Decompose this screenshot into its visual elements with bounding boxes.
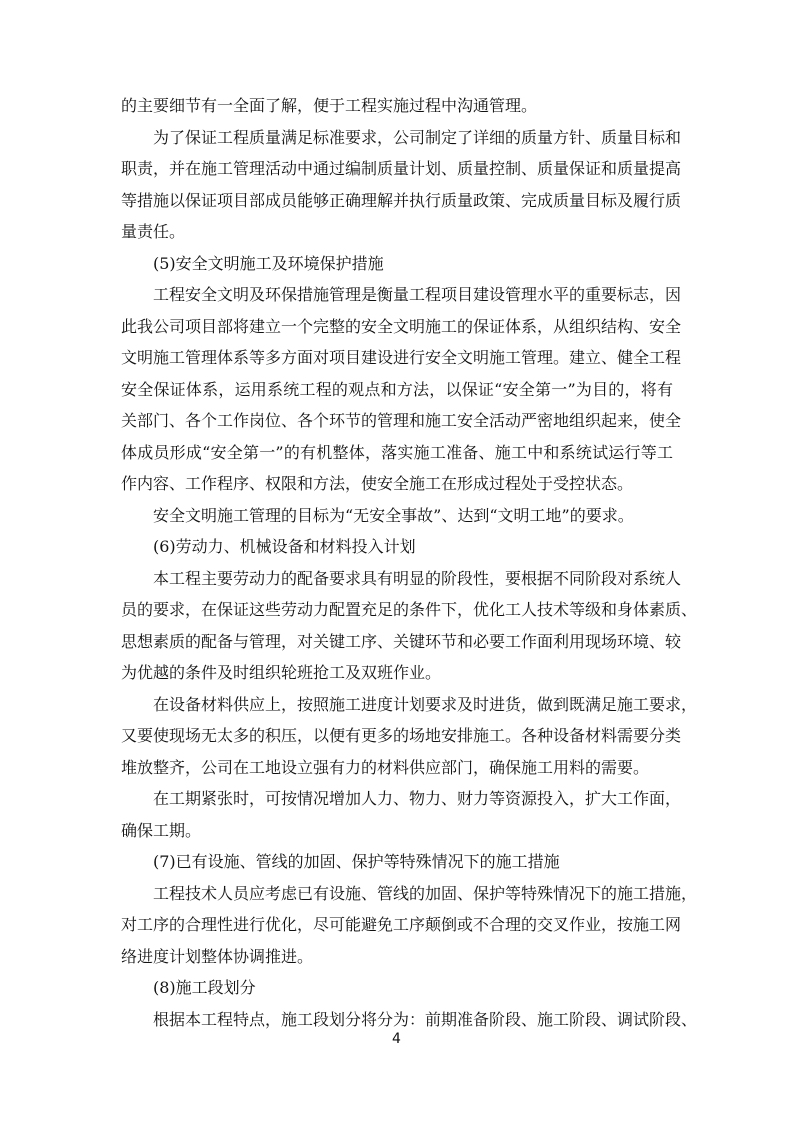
body-text-line: 本工程主要劳动力的配备要求具有明显的阶段性，要根据不同阶段对系统人 [153, 569, 682, 588]
body-text-line: 文明施工管理体系等多方面对项目建设进行安全文明施工管理。建立、健全工程 [121, 348, 682, 367]
body-text-line: 在设备材料供应上，按照施工进度计划要求及时进货，做到既满足施工要求， [153, 695, 698, 714]
body-text-line: 思想素质的配备与管理，对关键工序、关键环节和必要工作面利用现场环境、较 [121, 632, 682, 651]
body-text-line: 工程技术人员应考虑已有设施、管线的加固、保护等特殊情况下的施工措施， [153, 884, 698, 903]
body-text-line: 络进度计划整体协调推进。 [121, 947, 314, 966]
section-heading: (8)施工段划分 [153, 978, 256, 997]
section-heading: (7)已有设施、管线的加固、保护等特殊情况下的施工措施 [153, 852, 560, 871]
body-text-line: 又要使现场无太多的积压，以便有更多的场地安排施工。各种设备材料需要分类 [121, 726, 682, 745]
body-text-line: 工程安全文明及环保措施管理是衡量工程项目建设管理水平的重要标志，因 [153, 285, 682, 304]
body-text-line: 确保工期。 [121, 821, 202, 840]
section-heading: (5)安全文明施工及环境保护措施 [153, 254, 384, 273]
body-text-line: 为优越的条件及时组织轮班抢工及双班作业。 [121, 663, 442, 682]
body-text-line: 的主要细节有一全面了解，便于工程实施过程中沟通管理。 [121, 96, 538, 115]
body-text-line: 关部门、各个工作岗位、各个环节的管理和施工安全活动严密地组织起来，使全 [121, 411, 682, 430]
body-text-line: 员的要求，在保证这些劳动力配置充足的条件下，优化工人技术等级和身体素质、 [121, 600, 698, 619]
body-text-line: 体成员形成“安全第一”的有机整体，落实施工准备、施工中和系统试运行等工 [121, 443, 673, 462]
page-number: 4 [392, 1031, 401, 1047]
body-text-line: 等措施以保证项目部成员能够正确理解并执行质量政策、完成质量目标及履行质 [121, 191, 682, 210]
body-text-line: 此我公司项目部将建立一个完整的安全文明施工的保证体系，从组织结构、安全 [121, 317, 682, 336]
body-text-line: 作内容、工作程序、权限和方法，使安全施工在形成过程处于受控状态。 [121, 474, 634, 493]
section-heading: (6)劳动力、机械设备和材料投入计划 [153, 537, 416, 556]
body-text-line: 根据本工程特点，施工段划分将分为：前期准备阶段、施工阶段、调试阶段、 [153, 1010, 698, 1029]
body-text-line: 堆放整齐，公司在工地设立强有力的材料供应部门，确保施工用料的需要。 [121, 758, 650, 777]
body-text-line: 为了保证工程质量满足标准要求，公司制定了详细的质量方针、质量目标和 [153, 128, 682, 147]
body-text-line: 职责，并在施工管理活动中通过编制质量计划、质量控制、质量保证和质量提高 [121, 159, 682, 178]
body-text-line: 对工序的合理性进行优化，尽可能避免工序颠倒或不合理的交叉作业，按施工网 [121, 915, 682, 934]
body-text-line: 在工期紧张时，可按情况增加人力、物力、财力等资源投入，扩大工作面， [153, 789, 682, 808]
body-text-line: 安全文明施工管理的目标为“无安全事故”、达到“文明工地”的要求。 [153, 506, 634, 525]
body-text-line: 量责任。 [121, 222, 186, 241]
body-text-line: 安全保证体系，运用系统工程的观点和方法，以保证“安全第一”为目的，将有 [121, 380, 673, 399]
